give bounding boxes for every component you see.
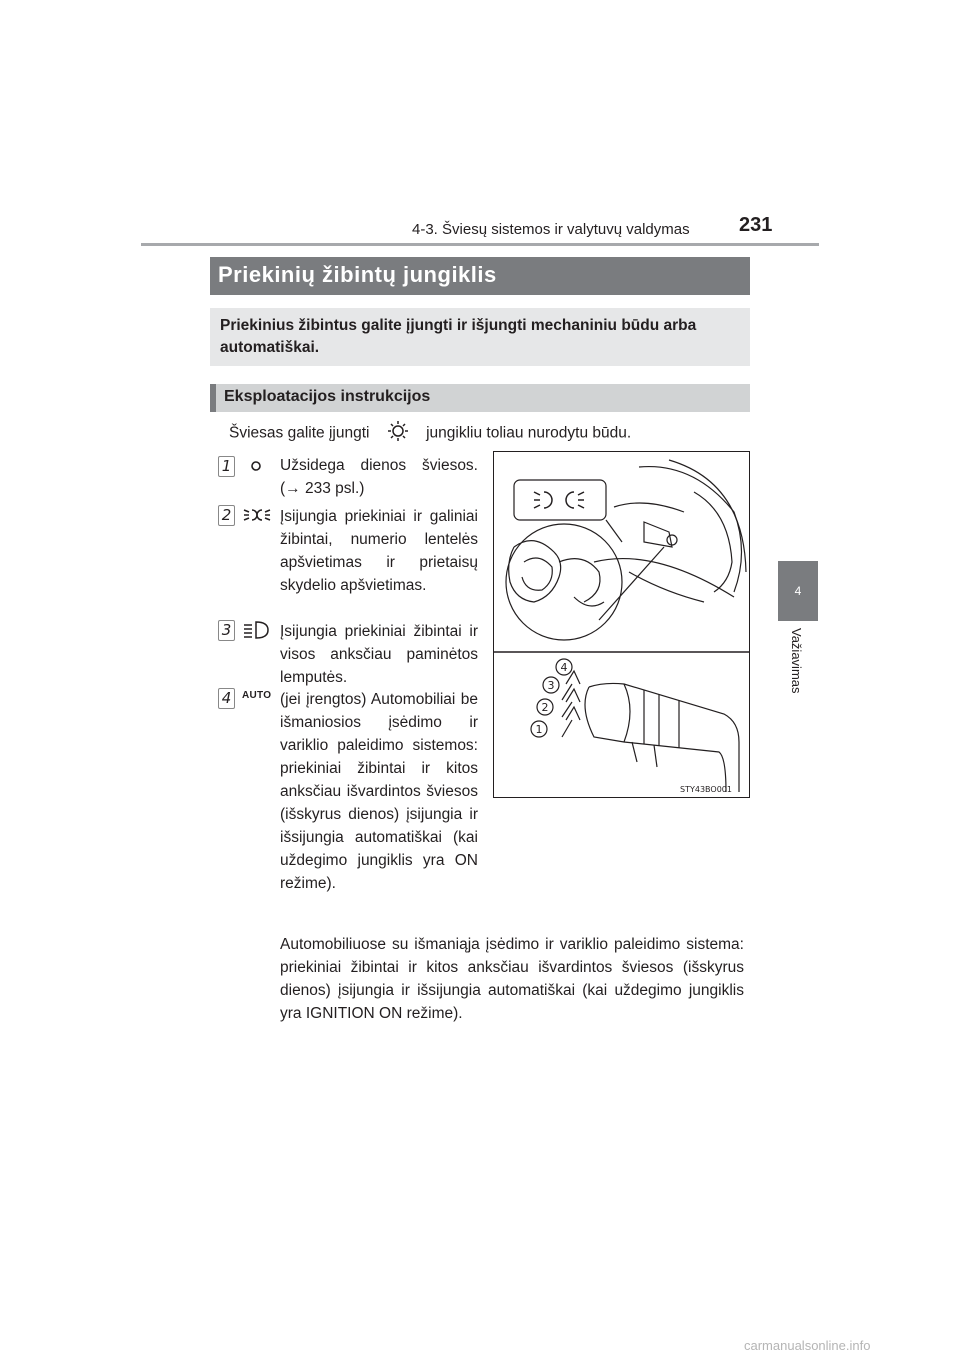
fig-label-2: 2 (541, 701, 549, 714)
watermark: carmanualsonline.info (744, 1338, 871, 1353)
lead-sentence (229, 420, 631, 447)
intro-text: Priekinius žibintus galite įjungti ir išjungti mechaniniu būdu arba automatiškai. (220, 317, 697, 356)
switch-figure (493, 451, 750, 798)
fig-label-3: 3 (547, 679, 555, 692)
item-number-2: 2 (218, 505, 235, 526)
fig-label-4: 4 (560, 661, 568, 674)
light-switch-icon (374, 420, 422, 447)
drl-icon (244, 456, 274, 476)
figure-code: STY43BO001 (680, 785, 732, 794)
chapter-label: Važiavimas (789, 628, 804, 694)
item-text-1: Užsidega dienos šviesos. (→ 233 psl.) (280, 457, 478, 497)
page-number: 231 (739, 214, 773, 236)
headlight-icon (242, 620, 272, 640)
section-title: Priekinių žibintų jungiklis (218, 262, 497, 287)
item-text-2: Įsijungia priekiniai ir galiniai žibintai, numerio lentelės apšvietimas ir prietaisų skydelio apšvietimas. (280, 508, 478, 594)
item-text-4: (jei įrengtos) Automobiliai be išmaniosios įsėdimo ir variklio paleidimo sistemos: priekiniai žibintai ir kitos anksčiau išvardintos šviesos (išskyrus dienos) įsijungia ir išsijungia automatiškai (kai uždegimo jungiklis yra ON režime). (280, 691, 478, 892)
auto-icon: AUTO (242, 690, 272, 701)
item-number-1: 1 (218, 456, 235, 477)
subheading-bar (210, 384, 750, 412)
header-section-title: 4-3. Šviesų sistemos ir valytuvų valdymas (412, 221, 690, 238)
subheading: Eksploatacijos instrukcijos (224, 388, 431, 405)
item-text-3: Įsijungia priekiniai žibintai ir visos anksčiau paminėtos lemputės. (280, 623, 478, 686)
tail-lights-icon (242, 505, 272, 525)
fig-label-1: 1 (535, 723, 543, 736)
figure-illustration (494, 452, 749, 797)
item-number-3: 3 (218, 620, 235, 641)
lead-after: jungikliu toliau nurodytu būdu. (426, 424, 632, 442)
bottom-paragraph: Automobiliuose su išmaniąja įsėdimo ir variklio paleidimo sistema: priekiniai žibintai ir kitos anksčiau išvardintos šviesos (išskyrus dienos) įsijungia ir išsijungia automatiškai (kai uždegimo jungiklis yra IGNITION ON režime). (280, 936, 744, 1022)
item-number-4: 4 (218, 688, 235, 709)
chapter-tab: 4 (778, 561, 818, 621)
section-title-bar (210, 257, 750, 295)
lead-before: Šviesas galite įjungti (229, 424, 370, 442)
header-divider (141, 243, 819, 246)
intro-box (210, 308, 750, 366)
